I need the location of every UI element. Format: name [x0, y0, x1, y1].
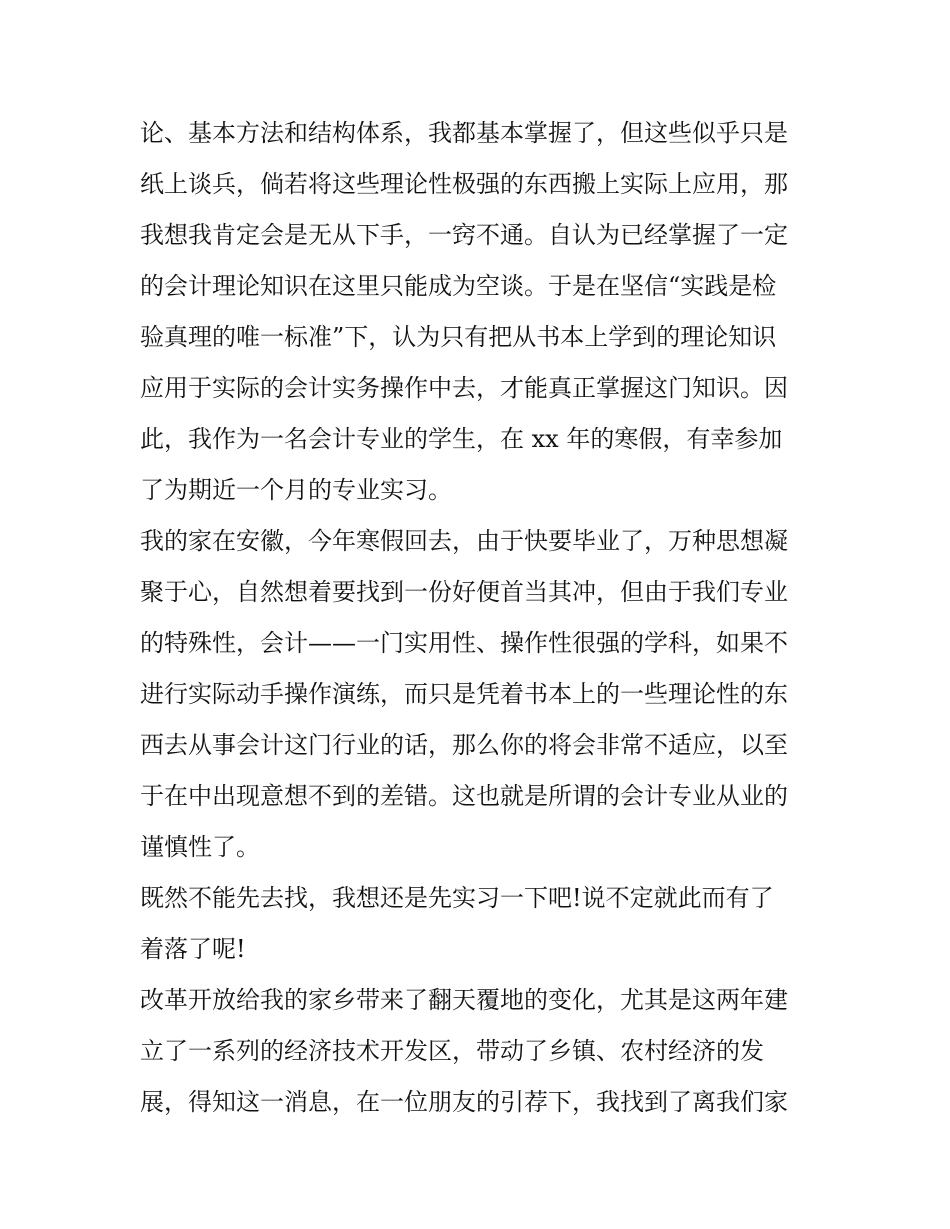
text-line: 立了一系列的经济技术开发区，带动了乡镇、农村经济的发	[140, 1037, 764, 1065]
text-line: 谨慎性了。	[140, 833, 260, 861]
text-line: 展，得知这一消息，在一位朋友的引荐下，我找到了离我们家	[140, 1088, 788, 1116]
text-line: 于在中出现意想不到的差错。这也就是所谓的会计专业从业的	[140, 782, 788, 810]
text-line: 了为期近一个月的专业实习。	[140, 476, 452, 504]
text-line: 我想我肯定会是无从下手，一窍不通。自认为已经掌握了一定	[140, 221, 788, 249]
text-line: 的特殊性，会计——一门实用性、操作性很强的学科，如果不	[140, 629, 788, 657]
text-line: 既然不能先去找，我想还是先实习一下吧!说不定就此而有了	[140, 884, 774, 912]
text-line: 的会计理论知识在这里只能成为空谈。于是在坚信“实践是检	[140, 272, 777, 300]
text-line: 论、基本方法和结构体系，我都基本掌握了，但这些似乎只是	[140, 119, 788, 147]
body-text	[140, 108, 820, 1128]
text-line: 西去从事会计这门行业的话，那么你的将会非常不适应，以至	[140, 731, 788, 759]
text-line: 我的家在安徽，今年寒假回去，由于快要毕业了，万种思想凝	[140, 527, 788, 555]
text-line: 进行实际动手操作演练，而只是凭着书本上的一些理论性的东	[140, 680, 788, 708]
text-line: 纸上谈兵，倘若将这些理论性极强的东西搬上实际上应用，那	[140, 170, 788, 198]
text-line: 着落了呢!	[140, 935, 246, 963]
text-line: 验真理的唯一标准”下，认为只有把从书本上学到的理论知识	[140, 323, 777, 351]
text-line: 聚于心，自然想着要找到一份好便首当其冲，但由于我们专业	[140, 578, 788, 606]
text-line: 应用于实际的会计实务操作中去，才能真正掌握这门知识。因	[140, 374, 788, 402]
text-line: 改革开放给我的家乡带来了翻天覆地的变化，尤其是这两年建	[140, 986, 788, 1014]
text-line: 此，我作为一名会计专业的学生，在 xx 年的寒假，有幸参加	[140, 425, 783, 453]
